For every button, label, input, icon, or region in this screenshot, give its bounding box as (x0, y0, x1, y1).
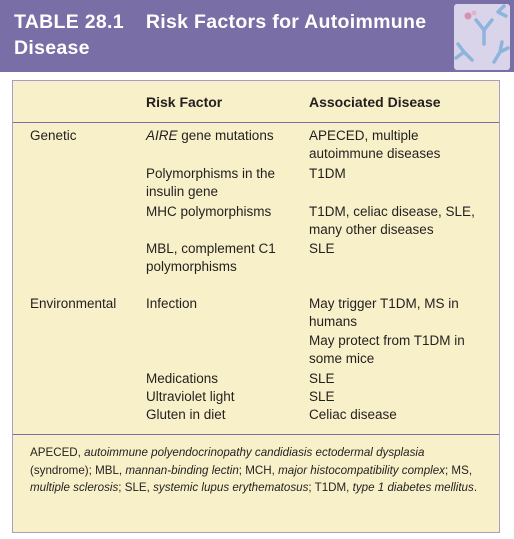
footnote-definition: systemic lupus erythematosus (153, 481, 309, 494)
table-title (14, 9, 426, 61)
table-header (0, 0, 514, 72)
footnote-rule (13, 434, 499, 435)
row-category-genetic: Genetic (30, 128, 77, 143)
row-category-environmental: Environmental (30, 296, 117, 311)
risk-factor-text: gene mutations (177, 128, 274, 143)
footnote (30, 444, 486, 497)
row-disease: SLE (309, 371, 335, 386)
antibody-decoration-icon (454, 4, 510, 70)
row-risk-factor (146, 127, 306, 145)
footnote-definition: autoimmune polyendocrinopathy candidiasis ectodermal dysplasia (84, 446, 425, 459)
footnote-abbr: ; MCH, (238, 463, 279, 477)
footnote-abbr: ; MS, (444, 463, 473, 477)
footnote-definition: mannan-binding lectin (125, 463, 239, 477)
footnote-definition: multiple sclerosis (30, 481, 119, 494)
row-risk-factor: Polymorphisms in the insulin gene (146, 166, 276, 199)
row-disease: May trigger T1DM, MS in humans (309, 296, 459, 329)
row-disease: T1DM (309, 166, 346, 181)
footnote-definition: type 1 diabetes mellitus (352, 481, 474, 494)
header-rule (13, 122, 499, 123)
table-number: TABLE 28.1 (14, 11, 124, 33)
row-disease: T1DM, celiac disease, SLE, many other diseases (309, 204, 475, 237)
footnote-definition: major histocompatibility complex (278, 463, 445, 477)
row-risk-factor: Ultraviolet light (146, 389, 235, 404)
row-risk-factor: Infection (146, 296, 198, 311)
row-disease: APECED, multiple autoimmune diseases (309, 128, 441, 161)
row-disease: May protect from T1DM in some mice (309, 333, 465, 366)
footnote-abbr: ; T1DM, (308, 481, 353, 494)
column-header-associated-disease: Associated Disease (309, 94, 441, 110)
row-disease: Celiac disease (309, 407, 397, 422)
table-panel (12, 80, 500, 533)
row-risk-factor: MHC polymorphisms (146, 204, 272, 219)
column-header-risk-factor: Risk Factor (146, 94, 223, 110)
row-risk-factor: MBL, complement C1 polymorphisms (146, 241, 276, 274)
row-disease: SLE (309, 389, 335, 404)
footnote-abbr: (syndrome); MBL, (30, 463, 126, 477)
row-risk-factor: Gluten in diet (146, 407, 226, 422)
title-line-2: Disease (14, 37, 90, 59)
row-disease: SLE (309, 241, 335, 256)
footnote-abbr: ; SLE, (118, 481, 154, 494)
title-line-1: Risk Factors for Autoimmune (145, 11, 427, 33)
risk-factor-italic-gene: AIRE (146, 128, 178, 143)
row-risk-factor: Medications (146, 371, 219, 386)
footnote-abbr: APECED, (30, 446, 85, 459)
footnote-abbr: . (473, 481, 478, 494)
